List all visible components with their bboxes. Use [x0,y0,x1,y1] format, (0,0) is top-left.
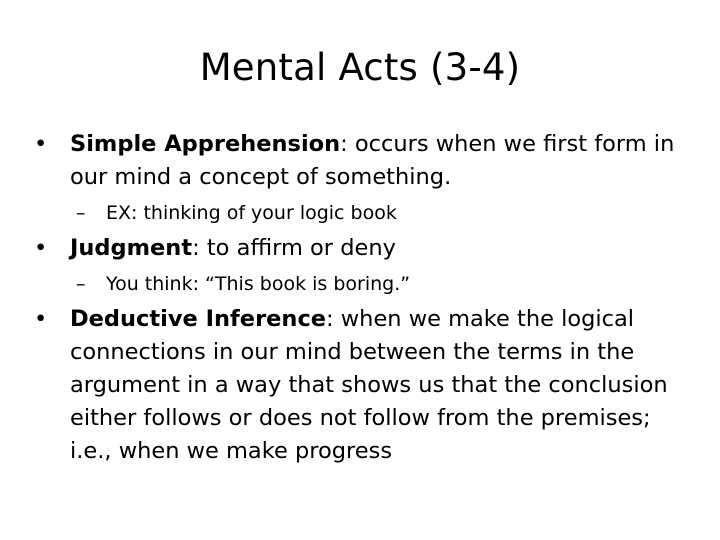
sub-bullet-text: You think: “This book is boring.” [106,273,411,295]
bullet-term: Simple Apprehension [70,131,341,157]
bullet-icon: • [34,306,48,332]
bullet-term: Deductive Inference [70,306,327,332]
sub-bullet-example [76,199,684,228]
sub-bullet-example [76,270,684,299]
dash-icon: – [76,273,86,295]
bullet-deductive-inference [34,303,684,468]
bullet-judgment [34,232,684,265]
bullet-text: : to affirm or deny [192,235,396,261]
slide-content [34,128,684,468]
slide-title: Mental Acts (3-4) [199,46,521,89]
bullet-icon: • [34,235,48,261]
bullet-icon: • [34,131,48,157]
bullet-text: : when we make the logical connections in our mind between the terms in the argument in a way that shows us that the conclusion either follows or does not follow from the premises; i.e., when we make progress [70,306,668,464]
bullet-text: : occurs when we first form in our mind a concept of something. [70,131,675,190]
dash-icon: – [76,202,86,224]
bullet-term: Judgment [70,235,193,261]
sub-bullet-text: EX: thinking of your logic book [106,202,397,224]
bullet-simple-apprehension [34,128,684,194]
